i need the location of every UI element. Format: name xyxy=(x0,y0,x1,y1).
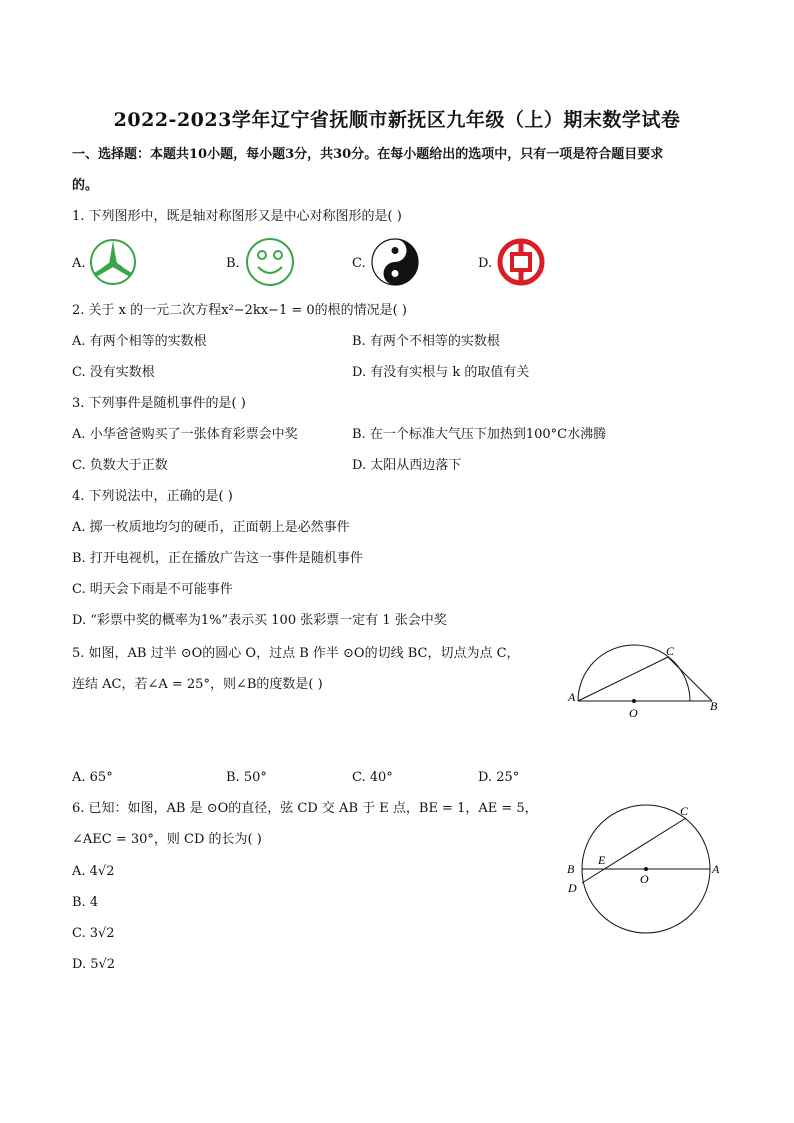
section-header-line2: 的。 xyxy=(72,178,99,193)
q1-label-c: C. xyxy=(352,256,366,271)
q5-fig-label-b: B xyxy=(710,699,718,713)
q5-option-a: A. 65° xyxy=(72,770,113,785)
q6-fig-label-d: D xyxy=(568,881,577,895)
bank-of-china-logo-icon xyxy=(496,237,546,287)
q2-option-d: D. 有没有实根与 k 的取值有关 xyxy=(352,365,530,380)
q6-option-b: B. 4 xyxy=(72,895,99,910)
q6-fig-label-b: B xyxy=(567,862,575,876)
q5-option-c: C. 40° xyxy=(352,770,393,785)
q5-stem-line2: 连结 AC，若∠A = 25°，则∠B的度数是( ) xyxy=(72,677,323,692)
q1-label-b: B. xyxy=(226,256,240,271)
q1-stem: 1. 下列图形中，既是轴对称图形又是中心对称图形的是( ) xyxy=(72,209,402,224)
q3-option-c: C. 负数大于正数 xyxy=(72,458,168,473)
q4-option-d: D. “彩票中奖的概率为1%”表示买 100 张彩票一定有 1 张会中奖 xyxy=(72,613,447,628)
q5-fig-label-c: C xyxy=(666,644,675,658)
q6-option-c: C. 3√2 xyxy=(72,926,115,941)
mercedes-star-icon xyxy=(88,237,138,287)
q6-stem-line1: 6. 已知：如图，AB 是 ⊙O的直径，弦 CD 交 AB 于 E 点，BE = 1，AE = 5， xyxy=(72,801,538,816)
q4-stem: 4. 下列说法中，正确的是( ) xyxy=(72,489,233,504)
q2-stem: 2. 关于 x 的一元二次方程x²−2kx−1 = 0的根的情况是( ) xyxy=(72,303,407,318)
q5-option-b: B. 50° xyxy=(226,770,267,785)
q2-option-c: C. 没有实数根 xyxy=(72,365,155,380)
q4-option-b: B. 打开电视机，正在播放广告这一事件是随机事件 xyxy=(72,551,363,566)
q4-option-c: C. 明天会下雨是不可能事件 xyxy=(72,582,233,597)
section-header-line1: 一、选择题：本题共10小题，每小题3分，共30分。在每小题给出的选项中，只有一项是符合题目要求 xyxy=(72,147,664,162)
q3-stem: 3. 下列事件是随机事件的是( ) xyxy=(72,396,246,411)
q6-circle-diagram xyxy=(560,795,730,945)
q6-option-a: A. 4√2 xyxy=(72,864,115,879)
q1-label-d: D. xyxy=(478,256,493,271)
q5-stem-line1: 5. 如图，AB 过半 ⊙O的圆心 O，过点 B 作半 ⊙O的切线 BC，切点为点 C， xyxy=(72,646,520,661)
q3-option-a: A. 小华爸爸购买了一张体育彩票会中奖 xyxy=(72,427,298,442)
smiley-face-icon xyxy=(244,237,296,287)
q4-option-a: A. 掷一枚质地均匀的硬币，正面朝上是必然事件 xyxy=(72,520,350,535)
q5-fig-label-o: O xyxy=(629,706,638,720)
q2-option-a: A. 有两个相等的实数根 xyxy=(72,334,207,349)
q6-fig-label-c: C xyxy=(680,804,689,818)
page-title: 2022-2023学年辽宁省抚顺市新抚区九年级（上）期末数学试卷 xyxy=(113,109,681,131)
q6-fig-label-o: O xyxy=(640,872,649,886)
q5-option-d: D. 25° xyxy=(478,770,520,785)
q3-option-b: B. 在一个标准大气压下加热到100°C水沸腾 xyxy=(352,427,607,442)
q2-option-b: B. 有两个不相等的实数根 xyxy=(352,334,500,349)
q6-fig-label-a: A xyxy=(712,862,720,876)
q5-semicircle-diagram xyxy=(560,640,730,725)
yin-yang-icon xyxy=(370,237,420,287)
q1-label-a: A. xyxy=(72,256,86,271)
q6-fig-label-e: E xyxy=(598,853,606,867)
q3-option-d: D. 太阳从西边落下 xyxy=(352,458,462,473)
q5-fig-label-a: A xyxy=(568,690,576,704)
q6-option-d: D. 5√2 xyxy=(72,957,116,972)
q6-stem-line2: ∠AEC = 30°，则 CD 的长为( ) xyxy=(72,832,262,847)
